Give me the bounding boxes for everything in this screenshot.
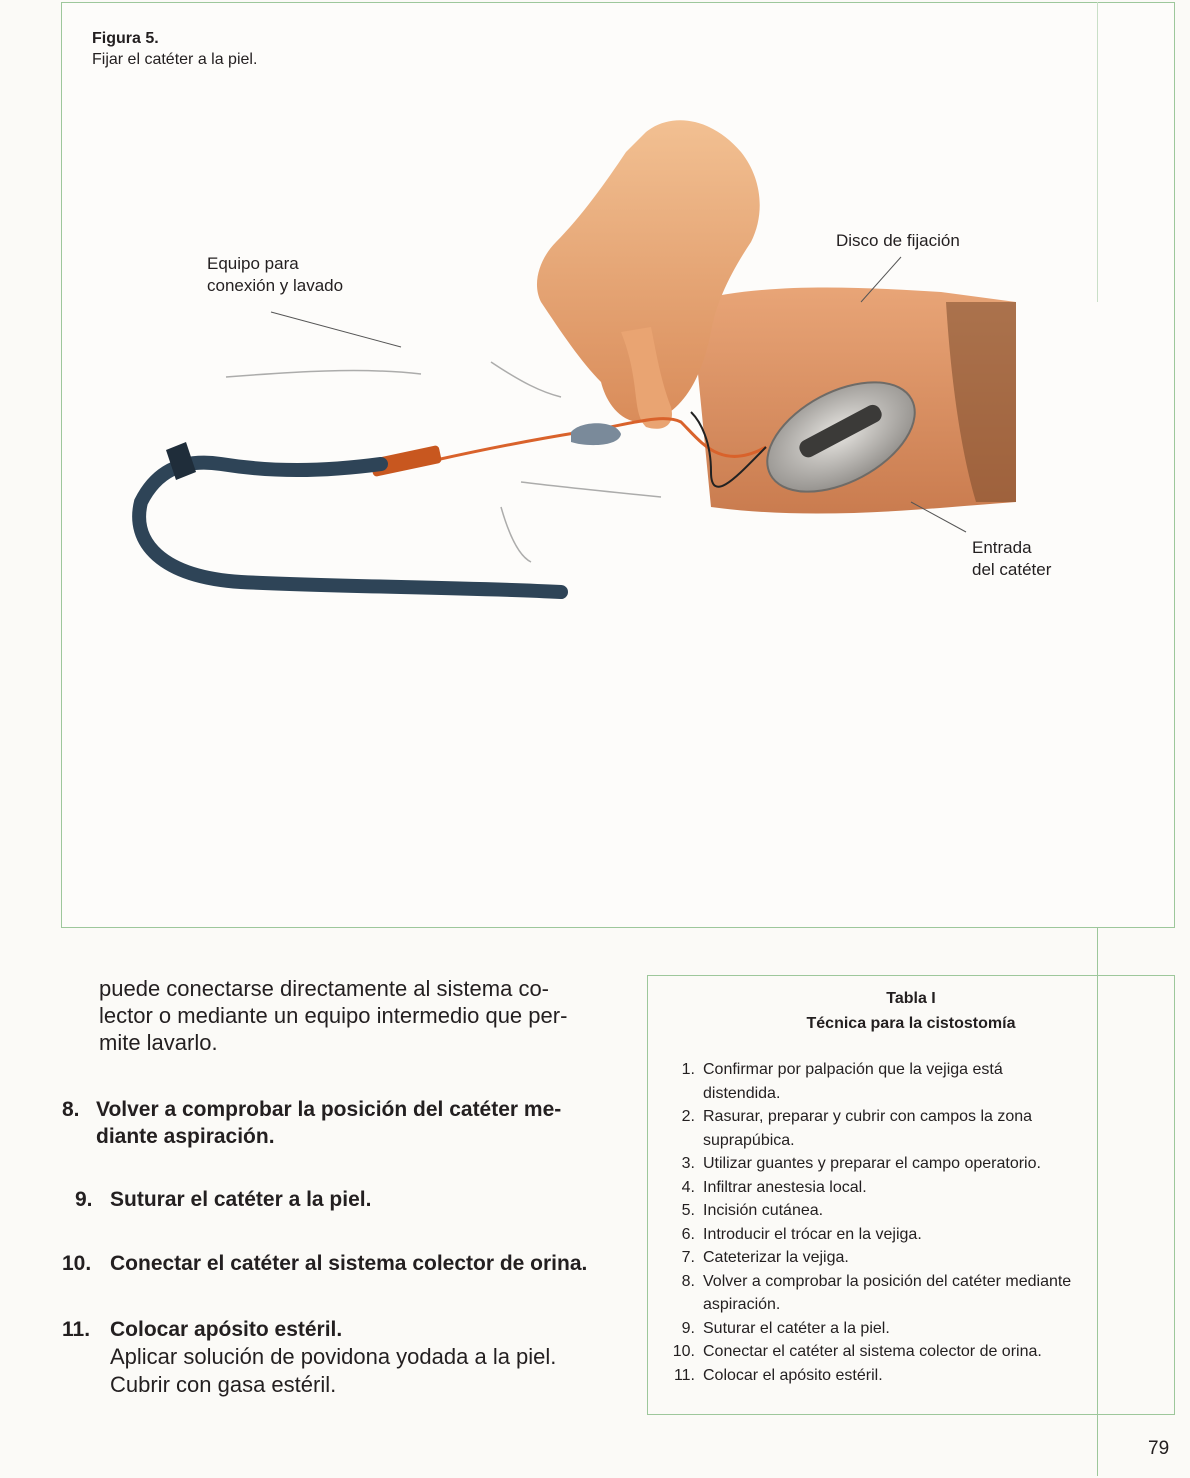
table-item-number: 9.	[681, 1319, 695, 1337]
page-number: 79	[1148, 1438, 1170, 1459]
table-item-number: 5.	[681, 1202, 695, 1219]
table-item	[660, 1176, 1160, 1200]
step-9	[75, 1186, 371, 1213]
step-number: 11.	[62, 1318, 91, 1341]
label-equipo-line2: conexión y lavado	[207, 276, 344, 295]
table-item	[660, 1105, 1160, 1152]
label-disco: Disco de fijación	[836, 231, 960, 250]
table-item-number: 7.	[681, 1249, 695, 1266]
leader-equipo	[271, 312, 401, 347]
table-item-line: suprapúbica.	[703, 1131, 795, 1149]
table-item	[660, 1152, 1160, 1176]
table-item-line: Rasurar, preparar y cubrir con campos la zona	[703, 1108, 1033, 1125]
drainage-tube	[139, 463, 561, 592]
table-item-line: aspiración.	[703, 1296, 781, 1313]
step-8	[62, 1096, 602, 1150]
table-item-number: 6.	[681, 1225, 695, 1243]
step-number: 10.	[62, 1252, 92, 1275]
table-item	[660, 1340, 1160, 1364]
table-item	[660, 1058, 1160, 1105]
step-number: 9.	[75, 1188, 93, 1211]
step-text: Conectar el catéter al sistema colector de orina.	[110, 1252, 588, 1275]
table-item-line: Suturar el catéter a la piel.	[703, 1319, 890, 1337]
table-item-text	[703, 1199, 1160, 1223]
table-item-text	[703, 1270, 1160, 1317]
table-title: Tabla I	[886, 990, 936, 1007]
figure-caption-text: Fijar el catéter a la piel.	[92, 51, 258, 68]
table-item-number: 3.	[681, 1155, 695, 1172]
step-11	[62, 1316, 342, 1343]
detail-line: Cubrir con gasa estéril.	[110, 1372, 337, 1397]
figure-number: Figura 5.	[92, 30, 159, 47]
label-entrada-line1: Entrada	[972, 538, 1032, 557]
table-item-number: 2.	[681, 1108, 695, 1125]
table-item-text	[703, 1364, 1160, 1388]
table-item	[660, 1246, 1160, 1270]
step-number: 8.	[62, 1098, 80, 1121]
label-entrada-line2: del catéter	[972, 560, 1052, 579]
detail-line: Aplicar solución de povidona yodada a la piel.	[110, 1344, 557, 1369]
table-item-number: 4.	[681, 1178, 695, 1196]
paragraph-line: mite lavarlo.	[99, 1030, 218, 1055]
table-header	[647, 986, 1175, 1036]
table-item-line: Introducir el trócar en la vejiga.	[703, 1225, 922, 1243]
catheter-illustration	[61, 2, 1175, 622]
label-equipo	[207, 253, 343, 297]
table-list	[660, 1058, 1160, 1387]
body-paragraph	[99, 975, 594, 1056]
table-item-text	[703, 1223, 1160, 1247]
table-item	[660, 1199, 1160, 1223]
table-item-text	[703, 1246, 1160, 1270]
table-item-text	[703, 1317, 1160, 1341]
table-item	[660, 1223, 1160, 1247]
table-item-line: Volver a comprobar la posición del catéter mediante	[703, 1272, 1072, 1290]
table-item-line: Colocar el apósito estéril.	[703, 1366, 883, 1384]
label-equipo-line1: Equipo para	[207, 254, 299, 273]
table-item-line: Conectar el catéter al sistema colector de orina.	[703, 1343, 1042, 1360]
table-item-line: Confirmar por palpación que la vejiga está	[703, 1061, 1003, 1078]
table-item-number: 11.	[673, 1366, 695, 1384]
table-subtitle: Técnica para la cistostomía	[806, 1015, 1016, 1032]
step-text: Suturar el catéter a la piel.	[110, 1188, 372, 1211]
step-11-detail	[110, 1343, 556, 1399]
table-item-number: 10.	[672, 1343, 695, 1360]
step-10	[62, 1250, 587, 1277]
table-item-number: 1.	[681, 1061, 695, 1078]
table-item-line: Incisión cutánea.	[703, 1202, 824, 1219]
table-item	[660, 1364, 1160, 1388]
table-item-line: Infiltrar anestesia local.	[703, 1178, 867, 1196]
step-text: Volver a comprobar la posición del catéter me-	[96, 1098, 562, 1121]
table-item-line: Utilizar guantes y preparar el campo operatorio.	[703, 1155, 1041, 1172]
table-item-line: distendida.	[703, 1084, 781, 1102]
label-entrada	[972, 537, 1051, 581]
table-item	[660, 1317, 1160, 1341]
table-item-line: Cateterizar la vejiga.	[703, 1249, 849, 1266]
table-item-text	[703, 1340, 1160, 1364]
table-item-text	[703, 1105, 1160, 1152]
table-item-text	[703, 1176, 1160, 1200]
table-item-number: 8.	[681, 1272, 695, 1290]
table-item-text	[703, 1058, 1160, 1105]
step-text-cont: diante aspiración.	[96, 1125, 275, 1148]
step-text: Colocar apósito estéril.	[110, 1318, 343, 1341]
table-item	[660, 1270, 1160, 1317]
sketch-lines	[226, 362, 661, 562]
paragraph-line: puede conectarse directamente al sistema co-	[99, 976, 550, 1001]
paragraph-line: lector o mediante un equipo intermedio que per-	[99, 1003, 568, 1028]
table-item-text	[703, 1152, 1160, 1176]
